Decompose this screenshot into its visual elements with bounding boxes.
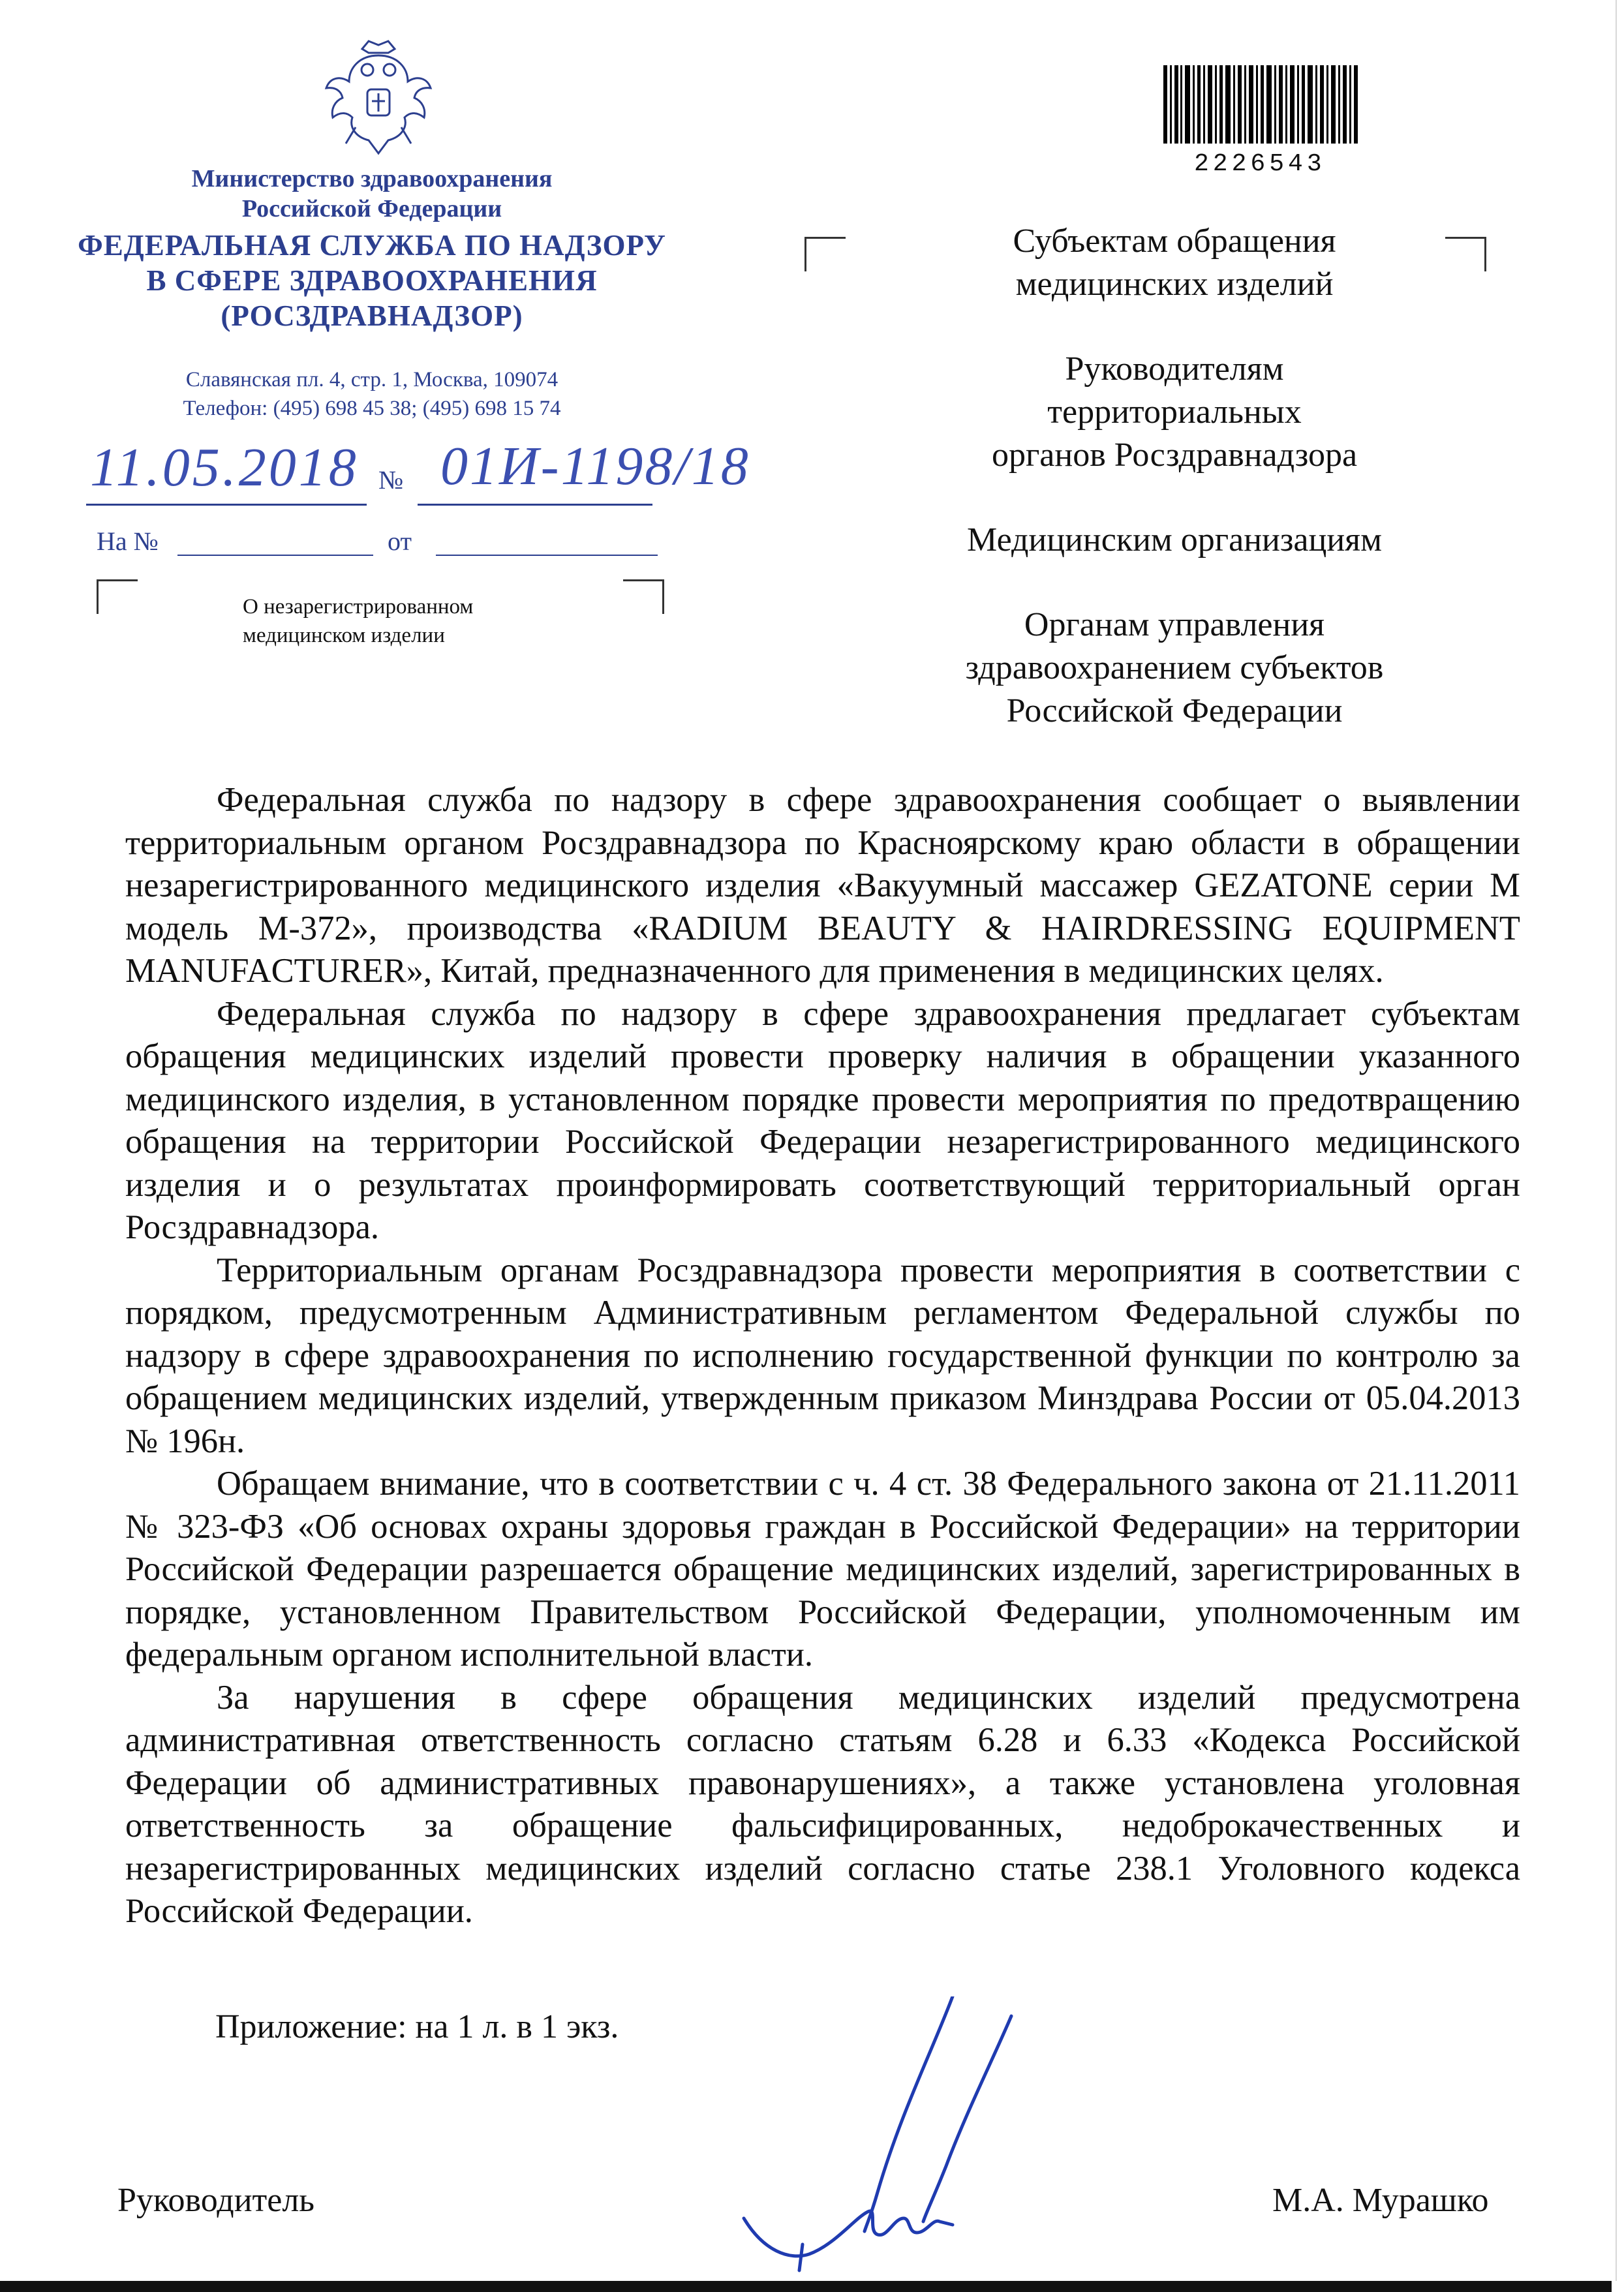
letter-body	[125, 779, 1520, 1933]
addressee-line: Медицинским организациям	[967, 521, 1382, 558]
agency-name-line1: ФЕДЕРАЛЬНАЯ СЛУЖБА ПО НАДЗОРУ	[78, 229, 666, 262]
signatory-position: Руководитель	[117, 2182, 314, 2219]
subject-line2: медицинском изделии	[243, 624, 445, 647]
addressee-line: Субъектам обращения	[1013, 222, 1336, 260]
barcode-number: 2226543	[1194, 150, 1326, 178]
agency-address: Славянская пл. 4, стр. 1, Москва, 109074	[185, 368, 559, 391]
subject-bracket-right	[623, 579, 664, 614]
body-paragraph: За нарушения в сфере обращения медицинских изделий предусмотрена административная ответственность согласно статьям 6.28 и 6.33 «Кодекса Российской Федерации об административных правонарушениях», а также установлена уголовная ответственность за обращение фальсифицированных, недоброкачественных и незарегистрированных медицинских изделий согласно статье 238.1 Уголовного кодекса Российской Федерации.	[125, 1678, 1520, 1930]
addressee-line: Российской Федерации	[1006, 692, 1343, 729]
signatory-name: М.А. Мурашко	[1272, 2182, 1489, 2219]
addressee-line: Руководителям	[1065, 350, 1284, 388]
addressee-bracket-left	[804, 237, 846, 271]
agency-phone: Телефон: (495) 698 45 38; (495) 698 15 74	[183, 397, 561, 420]
coat-of-arms-icon	[323, 36, 434, 160]
body-paragraph: Обращаем внимание, что в соответствии с ч. 4 ст. 38 Федерального закона от 21.11.2011 № 323-ФЗ «Об основах охраны здоровья граждан в Российской Федерации» на территории Российской Федерации разрешается обращение медицинских изделий, зарегистрированных в порядке, установленном Правительством Российской Федерации, уполномоченным им федеральным органом исполнительной власти.	[125, 1465, 1520, 1673]
reference-date-label: от	[388, 527, 412, 556]
number-underline	[418, 504, 652, 506]
reference-date-line	[436, 555, 658, 556]
subject-line1: О незарегистрированном	[243, 595, 474, 619]
body-paragraph: Территориальным органам Росздравнадзора провести мероприятия в соответствии с порядком, предусмотренным Административным регламентом Федеральной службы по надзору в сфере здравоохранения по исполнению государственной функции по контролю за обращением медицинских изделий, утвержденным приказом Минздрава России от 05.04.2013 № 196н.	[125, 1251, 1520, 1460]
handwritten-date: 11.05.2018	[90, 437, 359, 498]
scan-edge-right	[1616, 0, 1617, 2292]
addressee-line: медицинских изделий	[1015, 266, 1334, 303]
barcode-icon	[1163, 65, 1359, 153]
reference-number-line	[177, 555, 373, 556]
ministry-name-line1: Министерство здравоохранения	[191, 165, 553, 192]
body-paragraph: Федеральная служба по надзору в сфере здравоохранения сообщает о выявлении территориальным органом Росздравнадзора по Красноярскому краю области в обращении незарегистрированного медицинского изделия «Вакуумный массажер GEZATONE серии M модель M-372», производства «RADIUM BEAUTY & HAIRDRESSING EQUIPMENT MANUFACTURER», Китай, предназначенного для применения в медицинских целях.	[125, 781, 1520, 990]
addressee-line: территориальных	[1047, 393, 1302, 431]
addressee-line: здравоохранением субъектов	[965, 649, 1384, 686]
addressee-line: органов Росздравнадзора	[991, 436, 1358, 474]
agency-name-line2: В СФЕРЕ ЗДРАВООХРАНЕНИЯ	[146, 264, 598, 297]
attachment-note: Приложение: на 1 л. в 1 экз.	[215, 2008, 619, 2045]
date-underline	[86, 504, 367, 506]
agency-name-line3: (РОСЗДРАВНАДЗОР)	[221, 299, 523, 332]
addressee-line: Органам управления	[1024, 606, 1325, 643]
scan-edge-bottom	[0, 2281, 1624, 2292]
body-paragraph: Федеральная служба по надзору в сфере здравоохранения предлагает субъектам обращения медицинских изделий провести проверку наличия в обращении указанного медицинского изделия, в установленном порядке провести мероприятия по предотвращению обращения на территории Российской Федерации незарегистрированного медицинского изделия и о результатах проинформировать соответствующий территориальный орган Росздравнадзора.	[125, 994, 1520, 1246]
subject-bracket-left	[97, 579, 138, 614]
number-sign: №	[378, 465, 404, 495]
handwritten-reg-number: 01И-1198/18	[440, 436, 750, 497]
scan-edge-corner	[1612, 2281, 1624, 2292]
signature-icon	[737, 1996, 1103, 2284]
ministry-name-line2: Российской Федерации	[241, 195, 502, 222]
reference-number-label: На №	[97, 527, 159, 556]
